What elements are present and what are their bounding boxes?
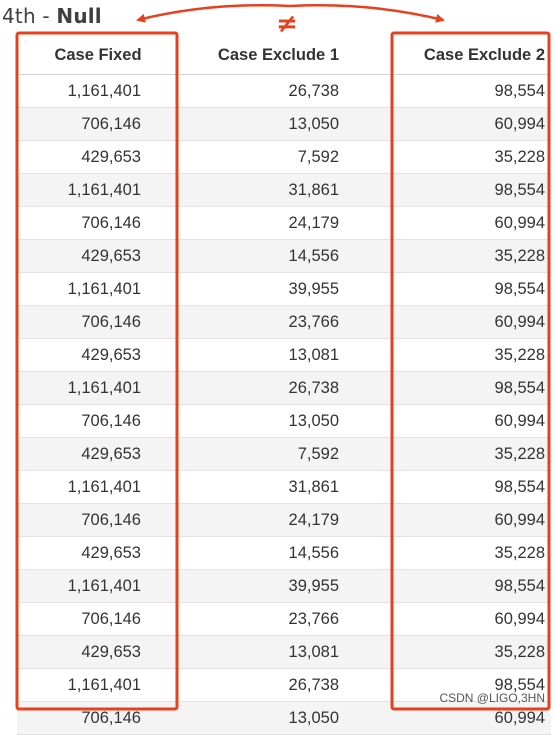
cell-case-exclude-2: 35,228 bbox=[494, 345, 545, 364]
table-header bbox=[17, 36, 551, 75]
cell-case-exclude-2: 60,994 bbox=[494, 411, 545, 430]
cell-case-exclude-2: 35,228 bbox=[494, 543, 545, 562]
comparison-arrow-right bbox=[290, 5, 443, 20]
cell-case-exclude-1: 13,050 bbox=[288, 114, 339, 133]
cell-case-exclude-1: 31,861 bbox=[288, 180, 339, 199]
cell-case-exclude-2: 60,994 bbox=[494, 114, 545, 133]
cell-case-exclude-2: 98,554 bbox=[494, 477, 545, 496]
table-row bbox=[17, 372, 551, 405]
cell-case-exclude-2: 35,228 bbox=[494, 246, 545, 265]
header-case-fixed: Case Fixed bbox=[54, 45, 142, 64]
cell-case-fixed: 706,146 bbox=[81, 609, 141, 628]
table-row bbox=[17, 75, 551, 108]
cell-case-exclude-1: 26,738 bbox=[288, 81, 339, 100]
cell-case-exclude-2: 98,554 bbox=[494, 675, 545, 694]
cell-case-fixed: 1,161,401 bbox=[67, 576, 141, 595]
table-row bbox=[17, 570, 551, 603]
cell-case-exclude-1: 13,081 bbox=[288, 345, 339, 364]
table-row bbox=[17, 504, 551, 537]
cell-case-fixed: 1,161,401 bbox=[67, 279, 141, 298]
table-row bbox=[17, 438, 551, 471]
cell-case-fixed: 429,653 bbox=[81, 543, 141, 562]
cell-case-exclude-2: 60,994 bbox=[494, 510, 545, 529]
cell-case-exclude-1: 13,050 bbox=[288, 411, 339, 430]
table-body bbox=[17, 75, 551, 735]
cell-case-exclude-1: 24,179 bbox=[288, 510, 339, 529]
not-equal-sign: ≠ bbox=[276, 9, 298, 39]
header-case-exclude-1: Case Exclude 1 bbox=[217, 45, 339, 64]
cell-case-fixed: 1,161,401 bbox=[67, 477, 141, 496]
cell-case-fixed: 1,161,401 bbox=[67, 378, 141, 397]
table-row bbox=[17, 471, 551, 504]
table-row bbox=[17, 174, 551, 207]
cell-case-fixed: 706,146 bbox=[81, 213, 141, 232]
table-row bbox=[17, 405, 551, 438]
cell-case-exclude-1: 26,738 bbox=[288, 675, 339, 694]
table-row bbox=[17, 306, 551, 339]
cell-case-exclude-2: 60,994 bbox=[494, 213, 545, 232]
table-row bbox=[17, 207, 551, 240]
cell-case-fixed: 706,146 bbox=[81, 708, 141, 727]
cell-case-fixed: 706,146 bbox=[81, 114, 141, 133]
cell-case-exclude-2: 98,554 bbox=[494, 576, 545, 595]
cell-case-fixed: 429,653 bbox=[81, 147, 141, 166]
cell-case-fixed: 706,146 bbox=[81, 510, 141, 529]
data-table bbox=[17, 36, 551, 735]
cell-case-fixed: 1,161,401 bbox=[67, 675, 141, 694]
cell-case-exclude-2: 35,228 bbox=[494, 444, 545, 463]
header-case-exclude-2: Case Exclude 2 bbox=[423, 45, 545, 64]
table-row bbox=[17, 636, 551, 669]
table-row bbox=[17, 339, 551, 372]
table-row bbox=[17, 603, 551, 636]
cell-case-exclude-1: 13,081 bbox=[288, 642, 339, 661]
cell-case-exclude-2: 98,554 bbox=[494, 378, 545, 397]
cell-case-fixed: 429,653 bbox=[81, 246, 141, 265]
cell-case-exclude-2: 98,554 bbox=[494, 279, 545, 298]
cell-case-exclude-1: 7,592 bbox=[297, 147, 339, 166]
cell-case-exclude-1: 24,179 bbox=[288, 213, 339, 232]
cell-case-exclude-1: 39,955 bbox=[288, 576, 339, 595]
cell-case-exclude-2: 35,228 bbox=[494, 642, 545, 661]
table-row bbox=[17, 108, 551, 141]
cell-case-fixed: 1,161,401 bbox=[67, 180, 141, 199]
cell-case-exclude-1: 13,050 bbox=[288, 708, 339, 727]
cell-case-exclude-1: 26,738 bbox=[288, 378, 339, 397]
table-row bbox=[17, 240, 551, 273]
cell-case-exclude-2: 98,554 bbox=[494, 180, 545, 199]
figure-title bbox=[2, 0, 102, 32]
table-row bbox=[17, 273, 551, 306]
cell-case-fixed: 429,653 bbox=[81, 444, 141, 463]
cell-case-exclude-2: 98,554 bbox=[494, 81, 545, 100]
table-row bbox=[17, 141, 551, 174]
title-null: Null bbox=[56, 4, 102, 28]
cell-case-exclude-1: 23,766 bbox=[288, 609, 339, 628]
cell-case-fixed: 429,653 bbox=[81, 642, 141, 661]
cell-case-exclude-1: 14,556 bbox=[288, 246, 339, 265]
cell-case-exclude-1: 39,955 bbox=[288, 279, 339, 298]
watermark: CSDN @LIGO,3HN bbox=[439, 691, 545, 705]
cell-case-exclude-1: 14,556 bbox=[288, 543, 339, 562]
cell-case-exclude-1: 7,592 bbox=[297, 444, 339, 463]
cell-case-fixed: 706,146 bbox=[81, 411, 141, 430]
table-row bbox=[17, 702, 551, 735]
cell-case-exclude-2: 60,994 bbox=[494, 609, 545, 628]
cell-case-exclude-1: 23,766 bbox=[288, 312, 339, 331]
comparison-arrow bbox=[138, 5, 290, 20]
table-row bbox=[17, 537, 551, 570]
cell-case-exclude-2: 60,994 bbox=[494, 312, 545, 331]
cell-case-fixed: 1,161,401 bbox=[67, 81, 141, 100]
cell-case-fixed: 429,653 bbox=[81, 345, 141, 364]
cell-case-fixed: 706,146 bbox=[81, 312, 141, 331]
cell-case-exclude-2: 35,228 bbox=[494, 147, 545, 166]
title-prefix: 4th - bbox=[2, 4, 57, 28]
cell-case-exclude-2: 60,994 bbox=[494, 708, 545, 727]
cell-case-exclude-1: 31,861 bbox=[288, 477, 339, 496]
